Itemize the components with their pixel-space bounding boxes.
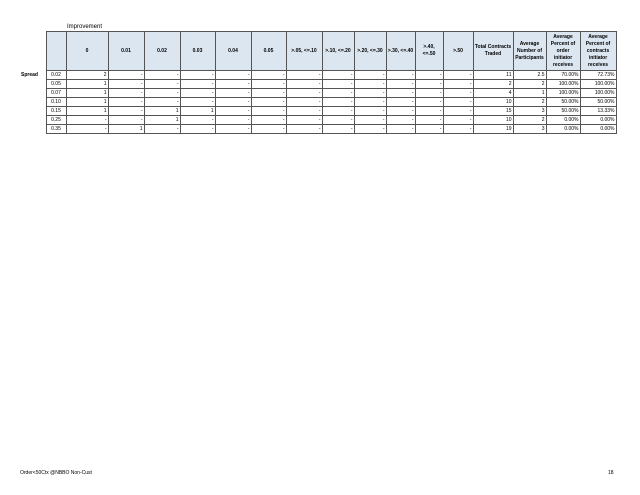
table-cell: - [66, 125, 108, 134]
table-cell: 1 [144, 116, 180, 125]
table-cell: - [144, 80, 180, 89]
table-cell: 1 [144, 107, 180, 116]
table-cell: 70.00% [546, 71, 580, 80]
table-cell: - [354, 107, 386, 116]
col-header-avg-pct-order: Average Percent of order initiator receives [546, 32, 580, 71]
spread-value: 0.05 [46, 80, 66, 89]
table-cell: - [251, 80, 286, 89]
table-cell: 100.00% [580, 89, 616, 98]
spread-value: 0.07 [46, 89, 66, 98]
col-header: >.40, <=.50 [415, 32, 443, 71]
col-header-avg-participants: Average Number of Participants [513, 32, 546, 71]
col-header-avg-pct-contracts: Average Percent of contracts initiator receives [580, 32, 616, 71]
table-cell: 0.00% [580, 125, 616, 134]
table-row [20, 89, 616, 98]
table-cell: - [386, 80, 415, 89]
footer-caption: Order<50Ctx @NBBO Non-Cust [20, 470, 92, 476]
table-cell: - [443, 89, 473, 98]
table-cell: - [386, 125, 415, 134]
col-header: 0.03 [180, 32, 215, 71]
table-cell: - [66, 116, 108, 125]
table-cell: - [443, 125, 473, 134]
table-cell: - [322, 107, 354, 116]
table-cell: - [386, 98, 415, 107]
spread-value: 0.35 [46, 125, 66, 134]
table-cell: 3 [513, 107, 546, 116]
table-cell: - [443, 98, 473, 107]
table-cell: - [215, 98, 251, 107]
table-cell: 2 [513, 116, 546, 125]
improvement-label: Improvement [67, 24, 103, 30]
table-cell: 1 [108, 125, 144, 134]
col-header: >.50 [443, 32, 473, 71]
page-number: 18 [608, 470, 614, 476]
col-header: 0 [66, 32, 108, 71]
table-cell: - [108, 89, 144, 98]
table-cell: 15 [473, 107, 513, 116]
table-cell: - [354, 116, 386, 125]
table-cell: - [354, 71, 386, 80]
table-cell: - [415, 71, 443, 80]
table-cell: - [415, 107, 443, 116]
table-cell: 4 [473, 89, 513, 98]
table-cell: 1 [66, 98, 108, 107]
table-cell: - [286, 107, 322, 116]
row-label-blank [20, 125, 46, 134]
table-cell: - [215, 80, 251, 89]
table-cell: 100.00% [546, 89, 580, 98]
row-label-blank [20, 116, 46, 125]
table-cell: 2 [473, 80, 513, 89]
table-cell: - [251, 116, 286, 125]
table-cell: - [180, 80, 215, 89]
table-cell: - [322, 116, 354, 125]
table-cell: 50.00% [546, 98, 580, 107]
table-cell: - [215, 125, 251, 134]
table-cell: - [322, 80, 354, 89]
table-cell: - [415, 98, 443, 107]
table-cell: - [443, 71, 473, 80]
spread-value: 0.25 [46, 116, 66, 125]
table-cell: 11 [473, 71, 513, 80]
table-cell: - [215, 107, 251, 116]
spread-value: 0.02 [46, 71, 66, 80]
table-cell: - [144, 89, 180, 98]
table-cell: - [108, 80, 144, 89]
table-cell: - [443, 116, 473, 125]
table-cell: - [322, 71, 354, 80]
table-cell: - [144, 98, 180, 107]
table-cell: 0.00% [546, 125, 580, 134]
table-cell: - [144, 125, 180, 134]
table-cell: - [180, 125, 215, 134]
col-header: 0.01 [108, 32, 144, 71]
col-header: 0.05 [251, 32, 286, 71]
row-label-blank [20, 98, 46, 107]
table-cell: - [415, 125, 443, 134]
table-cell: - [443, 80, 473, 89]
table-cell: - [443, 107, 473, 116]
table-cell: 10 [473, 98, 513, 107]
table-cell: 1 [66, 107, 108, 116]
table-cell: 1 [180, 107, 215, 116]
table-cell: - [144, 71, 180, 80]
table-cell: - [354, 125, 386, 134]
table-cell: 19 [473, 125, 513, 134]
table-cell: 2 [66, 71, 108, 80]
table-cell: - [180, 71, 215, 80]
table-cell: - [322, 125, 354, 134]
table-cell: 72.73% [580, 71, 616, 80]
table-row [20, 98, 616, 107]
table-cell: - [354, 80, 386, 89]
table-cell: 13.33% [580, 107, 616, 116]
table-row [20, 80, 616, 89]
header-blank-spread [46, 32, 66, 71]
table-cell: - [180, 89, 215, 98]
table-cell: - [251, 98, 286, 107]
row-label-blank [20, 80, 46, 89]
table-cell: - [386, 107, 415, 116]
table-cell: 3 [513, 125, 546, 134]
table-cell: - [286, 125, 322, 134]
table-cell: 1 [66, 80, 108, 89]
col-header: >.30, <=.40 [386, 32, 415, 71]
table-cell: - [215, 116, 251, 125]
table-cell: 100.00% [580, 80, 616, 89]
table-cell: - [286, 116, 322, 125]
table-cell: - [180, 98, 215, 107]
col-header: >.20, <=.30 [354, 32, 386, 71]
table-cell: - [322, 89, 354, 98]
table-cell: - [251, 71, 286, 80]
table-cell: 1 [66, 89, 108, 98]
table-cell: - [286, 71, 322, 80]
table-cell: - [251, 125, 286, 134]
table-cell: - [215, 89, 251, 98]
table-cell: - [215, 71, 251, 80]
table-cell: - [354, 89, 386, 98]
table-cell: - [415, 89, 443, 98]
spread-label: Spread [21, 71, 38, 78]
table-cell: - [386, 89, 415, 98]
spread-value: 0.10 [46, 98, 66, 107]
table-cell: 100.00% [546, 80, 580, 89]
table-cell: 0.00% [546, 116, 580, 125]
table-cell: - [322, 98, 354, 107]
table-cell: 1 [513, 89, 546, 98]
table-cell: - [108, 71, 144, 80]
spread-value: 0.15 [46, 107, 66, 116]
table-cell: 50.00% [580, 98, 616, 107]
table-cell: 50.00% [546, 107, 580, 116]
table-row [20, 125, 616, 134]
table-cell: - [386, 116, 415, 125]
col-header: >.05, <=.10 [286, 32, 322, 71]
table-cell: - [108, 116, 144, 125]
col-header: 0.02 [144, 32, 180, 71]
table-cell: - [415, 80, 443, 89]
table-cell: - [108, 98, 144, 107]
table-row [20, 116, 616, 125]
table-cell: - [386, 71, 415, 80]
table-cell: - [286, 98, 322, 107]
col-header-total-contracts: Total Contracts Traded [473, 32, 513, 71]
table-cell: - [180, 116, 215, 125]
header-row [20, 32, 616, 71]
table-cell: - [354, 98, 386, 107]
table-cell: 0.00% [580, 116, 616, 125]
row-label-blank [20, 107, 46, 116]
table-row [20, 107, 616, 116]
table-cell: 2.5 [513, 71, 546, 80]
spread-improvement-table [20, 31, 617, 134]
table-row [20, 71, 616, 80]
table-cell: - [251, 89, 286, 98]
row-label-blank [20, 89, 46, 98]
table-cell: - [415, 116, 443, 125]
col-header: >.10, <=.20 [322, 32, 354, 71]
table-cell: 10 [473, 116, 513, 125]
table-cell: - [251, 107, 286, 116]
col-header: 0.04 [215, 32, 251, 71]
table-cell: 2 [513, 98, 546, 107]
header-blank [20, 32, 46, 71]
table-cell: - [286, 89, 322, 98]
table-cell: - [286, 80, 322, 89]
table-cell: 2 [513, 80, 546, 89]
table-cell: - [108, 107, 144, 116]
